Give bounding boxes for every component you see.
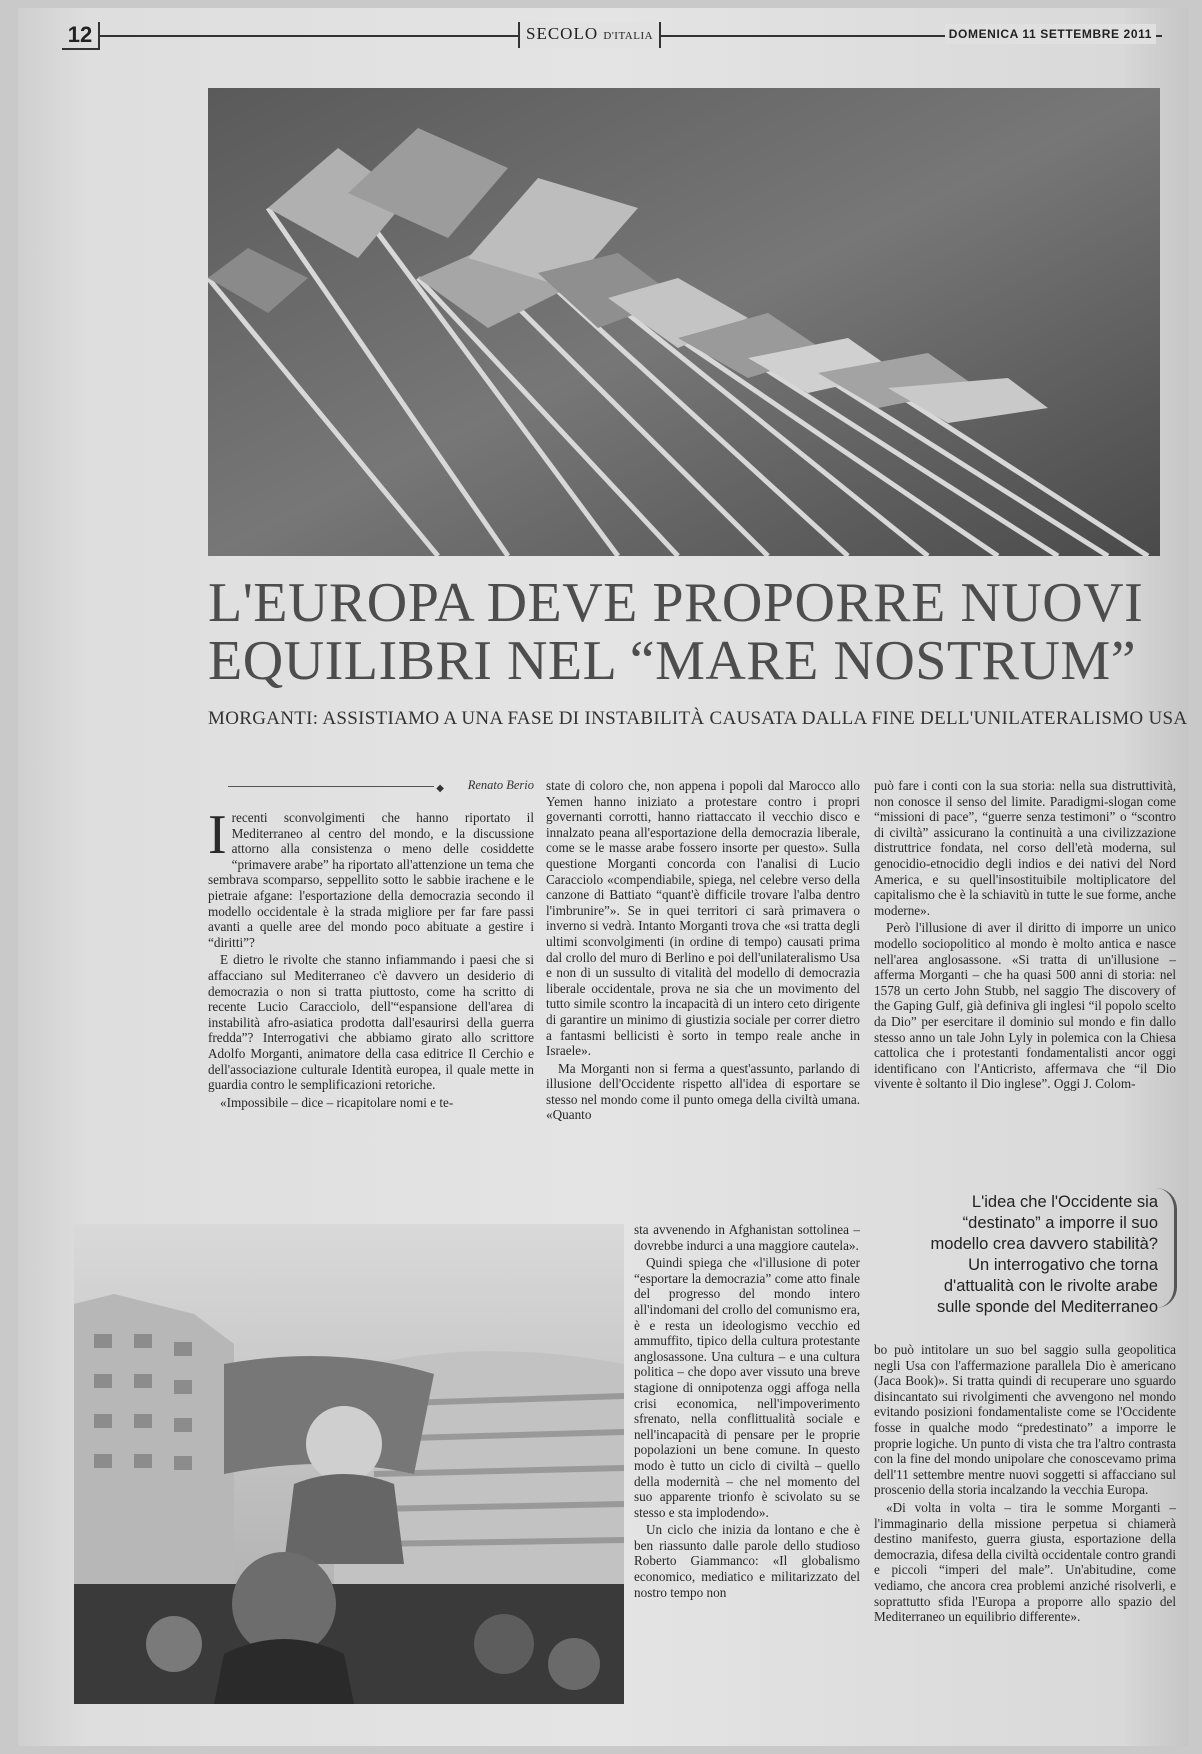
masthead (18, 8, 1188, 48)
headline-line-2: EQUILIBRI NEL “MARE NOSTRUM” (208, 630, 1137, 692)
crowd-illustration (74, 1224, 624, 1704)
byline-diamond-icon: ◆ (436, 783, 444, 794)
article-column-3-continued (874, 1342, 1176, 1627)
paragraph: sta avvenendo in Afghanistan sottolinea – dovrebbe indurci a una maggiore cautela». (634, 1222, 860, 1253)
pull-quote-line: sulle sponde del Mediterraneo (936, 1298, 1158, 1316)
pull-quote-bracket (1156, 1188, 1177, 1308)
paragraph: bo può intitolare un suo bel saggio sulla geopolitica negli Usa con l'affermazione parallela Dio è americano (Jaca Book)». Si tratta quindi di recuperare uno sguardo disincantato sui rivolgimenti che avvengono nel mondo evitando posizioni fondamentaliste come se l'Occidente fosse in qualche modo “predestinato” a imporre le proprie logiche. Un punto di vista che tra l'altro contrasta con la fine del mondo unipolare che conoscevamo prima dell'11 settembre mentre nuovi soggetti si affacciano sul proscenio della storia incalzando la vecchia Europa. (874, 1342, 1176, 1498)
crowd-photo (74, 1224, 624, 1704)
pull-quote-line: Un interrogativo che torna (968, 1256, 1158, 1274)
paragraph: «Impossibile – dice – ricapitolare nomi e te- (220, 1094, 454, 1110)
paragraph: può fare i conti con la sua storia: nella sua distruttività, non conosce il senso del limite. Paradigmi-slogan come “missioni di pace”, “guerre senza testimoni” o “scontro di civiltà” assicurano la continuità a una civilizzazione distruttrice fondata, nel corso dell'età moderna, sul genocidio-etnocidio degli indios e dei nativi del Nord America, e su quell'insostituibile moltiplicatore del capitalismo che è la schiavitù in tutte le sue forme, anche moderne». (874, 778, 1176, 918)
pull-quote-line: modello crea davvero stabilità? (930, 1235, 1158, 1253)
paragraph: Ma Morganti non si ferma a quest'assunto, parlando di illusione dell'Occidente rispetto all'idea di esportare se stesso nel mondo come il punto omega della civiltà umana. «Quanto (546, 1060, 860, 1123)
paragraph: Un ciclo che inizia da lontano e che è ben riassunto dalle parole dello studioso Roberto Giammanco: «Il globalismo economico, mediatico e militarizzato del nostro tempo non (634, 1522, 860, 1600)
byline: Renato Berio (467, 778, 534, 792)
paper-name-main: SECOLO (526, 24, 599, 43)
paragraph: Però l'illusione di aver il diritto di imporre un unico modello sociopolitico al mondo è molto antica e nasce nell'area anglosassone. «Si tratta di un'illusione – afferma Morganti – che ha quasi 500 anni di storia: nel 1578 un certo John Stubb, nel saggio The discovery of the Gaping Gulf, già definiva gli inglesi “il popolo scelto da Dio” per esercitare il dominio sul mondo e fin dallo stesso anno un tale John Lyly in polemica con la Chiesa cattolica che i protestanti fondamentalisti ancor oggi identificano con l'Anticristo, affermava che “il Dio vivente è soltanto il Dio inglese”. Oggi J. Colom- (874, 920, 1176, 1092)
paragraph: state di coloro che, non appena i popoli dal Marocco allo Yemen hanno iniziato a protestare contro i propri governanti corrotti, hanno riattaccato il vecchio disco e innalzato peana all'esportazione della democrazia liberale, come se le masse arabe fossero insorte per questo». Sulla questione Morganti concorda con l'analisi di Lucio Caracciolo «compendiabile, spiega, nel celebre verso della canzone di Battiato “quant'è difficile trovare l'alba dentro l'imbrunire”». Se in quei territori ci sarà primavera o inverno si vedrà. Intanto Morganti trova che «si tratta degli ultimi sconvolgimenti (in ordine di tempo) causati prima dal crollo del muro di Berlino e poi dell'unilateralismo Usa e non di un sussulto di vitalità del modello di democrazia liberale occidentale, prova ne sia che un movimento del tutto simile scontro la incapacità di un intero ceto dirigente di garantire un minimo di giustizia sociale per correr dietro a fantasmi bellicisti è sorto in tempo reale anche in Israele». (546, 778, 860, 1059)
article-subheadline: MORGANTI: ASSISTIAMO A UNA FASE DI INSTABILITÀ CAUSATA DALLA FINE DELL'UNILATERALISMO USA (208, 708, 1188, 729)
newspaper-page (18, 8, 1188, 1746)
article-column-3 (874, 778, 1176, 1094)
paragraph: «Di volta in volta – tira le somme Morganti – l'immaginario della missione perpetua si chiamerà destino manifesto, guerra giusta, esportazione della democrazia, difesa della civiltà occidentale contro grandi e piccoli “imperi del male”. Un'abitudine, come vediamo, che ancora crea problemi anziché risolverli, e soprattutto sfida l'Europa a proporre allo spazio del Mediterraneo un equilibrio differente». (874, 1499, 1176, 1625)
drop-cap: I (208, 804, 227, 866)
paragraph (208, 804, 534, 950)
paragraph-text: recenti sconvolgimenti che hanno riportato il Mediterraneo al centro del mondo, e la discussione attorno alla consistenza o meno delle cosiddette “primavere arabe” ha riportato all'attenzione un tema che sembrava scomparso, seppellito sotto le sabbie irachene e le pietraie afgane: l'esportazione della democrazia secondo il modello occidentale è la strada migliore per far fare passi avanti a quelle aree del mondo poco abituate a gestire i “diritti”? (208, 810, 534, 950)
paper-name-suffix: D'ITALIA (603, 30, 654, 42)
pull-quote-line: d'attualità con le rivolte arabe (943, 1277, 1158, 1295)
paragraph: E dietro le rivolte che stanno infiammando i paesi che si affacciano sul Mediterraneo c'è davvero un desiderio di democrazia o non si tratta piuttosto, come ha scritto di recente Lucio Caracciolo, dell'“espansione dell'area di instabilità afro-asiatica prodotta dall'esaurirsi della guerra fredda”? Interrogativi che abbiamo girato allo scrittore Adolfo Morganti, animatore della casa editrice Il Cerchio e dell'associazione culturale Identità europea, il quale mette in guardia contro le semplificazioni retoriche. (208, 952, 534, 1093)
article-column-2-continued (634, 1222, 860, 1602)
dateline: DOMENICA 11 SETTEMBRE 2011 (945, 24, 1156, 44)
paragraph: Quindi spiega che «l'illusione di poter “esportare la democrazia” come atto finale del progresso del mondo intero all'indomani del crollo del comunismo era, è e resta un ideologismo vecchio ed ammuffito, tipico della cultura protestante anglosassone. Una cultura – e una cultura politica – che dopo aver vissuto una breve stagione di onnipotenza oggi affoga nella crisi economica, nell'impoverimento sfrenato, nella conflittualità sociale e nell'incapacità di pensare per le proprie popolazioni un bene comune. In questo modo è tutto un ciclo di civiltà – quello della modernità – che nel momento del suo apparente trionfo è scivolato su se stesso e sta implodendo». (634, 1255, 860, 1520)
article-column-2 (546, 778, 860, 1125)
byline-rule (228, 786, 434, 787)
flags-photo (208, 88, 1160, 556)
pull-quote (888, 1192, 1158, 1318)
pull-quote-line: “destinato” a imporre il suo (962, 1214, 1158, 1232)
byline-row (208, 778, 534, 796)
article-column-1 (208, 778, 534, 1112)
flags-illustration (208, 88, 1160, 556)
page-number: 12 (62, 22, 100, 50)
pull-quote-line: L'idea che l'Occidente sia (971, 1193, 1158, 1211)
paper-name (518, 22, 661, 48)
article-headline (208, 574, 1168, 690)
headline-line-1: L'EUROPA DEVE PROPORRE NUOVI (208, 572, 1144, 634)
